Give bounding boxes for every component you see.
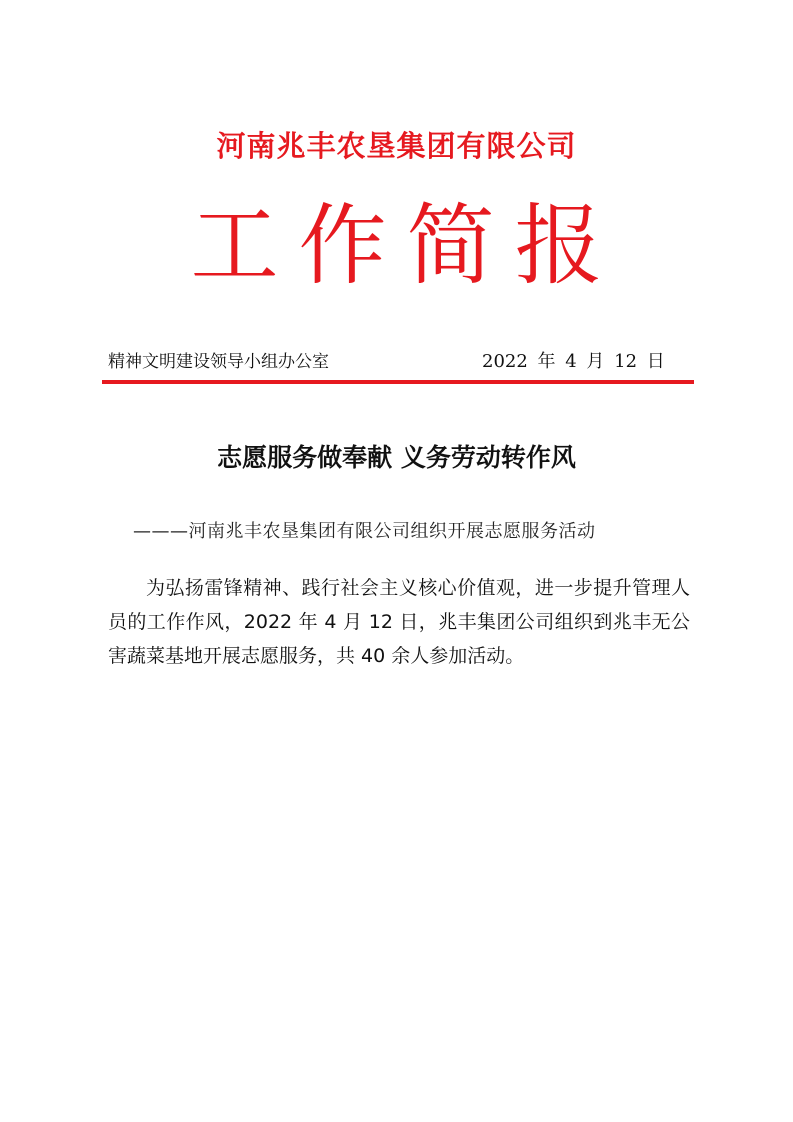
organization-name: 河南兆丰农垦集团有限公司 <box>216 129 577 163</box>
publication-title: 工作简报 <box>190 194 623 297</box>
article-headline: 志愿服务做奉献 义务劳动转作风 <box>217 443 576 472</box>
red-divider-line <box>102 380 694 384</box>
issuer-office: 精神文明建设领导小组办公室 <box>108 352 329 372</box>
issue-date: 2022 年 4 月 12 日 <box>482 351 665 372</box>
article-paragraph: 为弘扬雷锋精神、践行社会主义核心价值观，进一步提升管理人员的工作作风，2022 年 4 月 12 日，兆丰集团公司组织到兆丰无公害蔬菜基地开展志愿服务，共 40 余人参加活动。 <box>108 577 690 667</box>
article-subtitle: ———河南兆丰农垦集团有限公司组织开展志愿服务活动 <box>133 521 596 542</box>
